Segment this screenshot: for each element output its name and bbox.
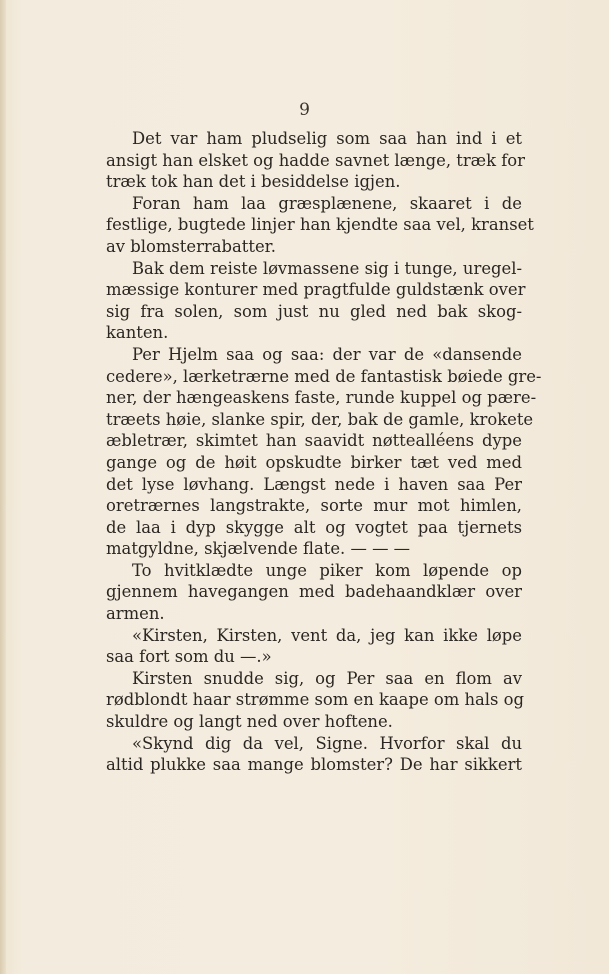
page-number: 9 [299,100,310,120]
text-line: træk tok han det i besiddelse igjen. [106,172,401,192]
text-line: «Skynd dig da vel, Signe. Hvorfor skal du [132,733,522,753]
text-block [106,128,542,776]
text-line: Kirsten snudde sig, og Per saa en flom av [132,668,522,688]
page-edge [0,0,6,974]
text-line: gange og de høit opskudte birker tæt ved med [106,452,522,472]
text-line: mæssige konturer med pragtfulde guldstænk over [106,280,526,300]
text-line: æbletrær, skimtet han saavidt nøttealléens dype [106,431,522,451]
text-line: Foran ham laa græsplænene, skaaret i de [132,193,522,213]
text-line: de laa i dyp skygge alt og vogtet paa tjernets [106,517,522,537]
text-line: Per Hjelm saa og saa: der var de «dansende [132,344,522,364]
text-line: rødblondt haar strømme som en kaape om hals og [106,690,525,710]
text-line: festlige, bugtede linjer han kjendte saa vel, kranset [106,215,534,235]
text-line: altid plukke saa mange blomster? De har sikkert [106,755,522,775]
text-line: skuldre og langt ned over hoftene. [106,712,393,732]
text-line: træets høie, slanke spir, der, bak de gamle, krokete [106,409,534,429]
text-line: oretrærnes langstrakte, sorte mur mot himlen, [106,496,522,516]
text-line: saa fort som du —.» [106,647,272,667]
text-line: av blomsterrabatter. [106,236,276,256]
text-line: sig fra solen, som just nu gled ned bak skog- [106,301,522,321]
text-line: kanten. [106,323,169,343]
text-line: gjennem havegangen med badehaandklær over [106,582,522,602]
text-line: ner, der hængeaskens faste, runde kuppel og pære- [106,388,537,408]
text-line: To hvitklædte unge piker kom løpende op [132,560,522,580]
text-line: ansigt han elsket og hadde savnet længe, træk for [106,150,525,170]
text-line: «Kirsten, Kirsten, vent da, jeg kan ikke løpe [132,625,522,645]
text-line: det lyse løvhang. Længst nede i haven saa Per [106,474,522,494]
text-line: matgyldne, skjælvende flate. — — — [106,539,411,559]
text-line: Det var ham pludselig som saa han ind i et [132,129,522,148]
text-line: Bak dem reiste løvmassene sig i tunge, uregel- [132,258,522,278]
text-line: cedere», lærketrærne med de fantastisk bøiede gre- [106,366,542,386]
text-line: armen. [106,604,165,624]
